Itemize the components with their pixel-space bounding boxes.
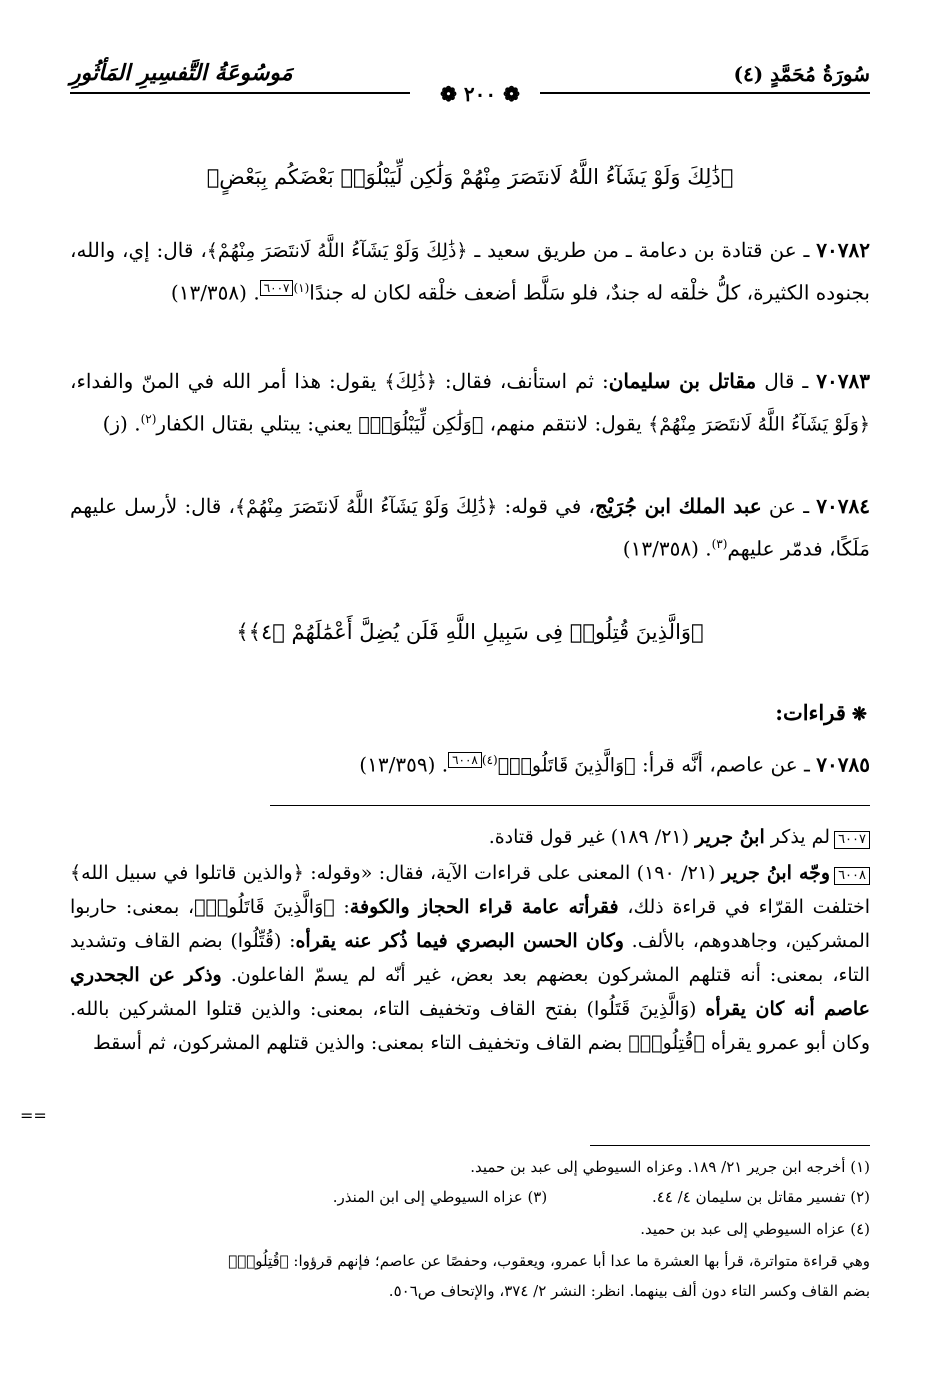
note-number-box: ٦٠٠٨ bbox=[834, 867, 870, 885]
flower-ornament-icon: ❋ bbox=[851, 704, 867, 725]
narration-text: ـ عن عاصم، أنَّه قرأ: bbox=[635, 752, 817, 777]
footnote-marker[interactable]: (٢) bbox=[140, 412, 157, 426]
note-ref-box[interactable]: ٦٠٠٨ bbox=[448, 752, 482, 768]
book-title: مَوسُوعَةُ التَّفسِيرِ المَأثُورِ bbox=[70, 60, 293, 86]
footnote-4: (٤) عزاه السيوطي إلى عبد بن حميد. bbox=[640, 1220, 870, 1238]
page-number bbox=[420, 82, 540, 106]
note-bold-text: ابنُ جرير bbox=[695, 826, 765, 848]
note-text: (وَالَّذِينَ قَتَلُوا) بفتح القاف وتخفيف التاء، بمعنى: والذين قتلوا المشركين بالله. وكان أبو عمرو يقرأه ﴿قُتِلُوا۟﴾ بضم القاف وتخفيف التاء بمعنى: والذين قتلهم المشركون، ثم أسقط bbox=[70, 998, 870, 1054]
narration-70784 bbox=[70, 488, 870, 568]
note-text: لم يذكر bbox=[764, 826, 831, 848]
continuation-mark: == bbox=[20, 1106, 47, 1125]
narration-text: ـ قال bbox=[756, 369, 817, 393]
narration-text: ، في قوله: bbox=[497, 494, 595, 518]
header-rule-left bbox=[70, 92, 410, 94]
narration-number: ٧٠٧٨٥ bbox=[816, 752, 870, 777]
quran-verse-2: ﴿وَالَّذِينَ قُتِلُوا۟ فِى سَبِيلِ اللَّهِ فَلَن يُضِلَّ أَعْمَٰلَهُمْ ﴿٤﴾﴾ bbox=[236, 620, 704, 644]
section-heading bbox=[775, 700, 867, 725]
ornament-icon: ❁ bbox=[440, 82, 457, 106]
footnote-2: (٢) تفسير مقاتل بن سليمان ٤/ ٤٤. bbox=[652, 1188, 870, 1206]
narration-number: ٧٠٧٨٢ bbox=[816, 238, 870, 262]
quran-verse-1: ﴿ذَٰلِكَ وَلَوْ يَشَآءُ اللَّهُ لَانتَصَرَ مِنْهُمْ وَلَٰكِن لِّيَبْلُوَا۟ بَعْضَكُم بِبَعْضٍ﴾ bbox=[206, 165, 734, 189]
page-header bbox=[70, 56, 870, 106]
narration-text: ، قال: إي، والله، بجنوده الكثيرة، كلُّ خلْقه له جندٌ، فلو سَلَّط أضعف خلْقه لكان له جندًا bbox=[70, 238, 870, 305]
note-text: : ﴿وَالَّذِينَ قَاتَلُوا۟﴾، بمعنى: حاربوا المشركين، وجاهدوهم، بالألف. bbox=[70, 896, 871, 952]
narration-70782 bbox=[70, 232, 870, 312]
narration-text: ـ عن قتادة بن دعامة ـ من طريق سعيد ـ bbox=[467, 238, 817, 262]
source-reference: . (١٣/٣٥٨) bbox=[622, 536, 712, 561]
note-ref-box[interactable]: ٦٠٠٧ bbox=[260, 280, 294, 296]
narration-text: : ثم استأنف، فقال: bbox=[436, 369, 609, 393]
note-bold-text: وذكر عن الجحدري عاصم أنه كان يقرأه bbox=[70, 964, 871, 1020]
footnote-4-cont-1: وهي قراءة متواترة، قرأ بها العشرة ما عدا أبا عمرو، ويعقوب، وحفصًا عن عاصم؛ فإنهم قرؤوا: ﴿قُتِلُوا۟﴾ bbox=[228, 1252, 870, 1270]
ornament-icon: ❁ bbox=[503, 82, 520, 106]
note-number-box: ٦٠٠٧ bbox=[834, 831, 870, 849]
narration-text: يقول: هذا أمر الله في المنّ والفداء، bbox=[70, 369, 385, 393]
footnote-2-3 bbox=[70, 1186, 870, 1208]
narration-70783 bbox=[70, 363, 870, 444]
narration-text: ـ عن bbox=[761, 494, 817, 518]
verse-quote: ﴿وَلَوْ يَشَآءُ اللَّهُ لَانتَصَرَ مِنْهُمْ﴾ bbox=[648, 413, 870, 436]
narration-text: يقول: لانتقم منهم، bbox=[483, 411, 649, 436]
verse-quote: ﴿ذَٰلِكَ وَلَوْ يَشَآءُ اللَّهُ لَانتَصَرَ مِنْهُمْ﴾ bbox=[206, 240, 468, 262]
narration-number: ٧٠٧٨٤ bbox=[816, 494, 870, 518]
footnotes-divider bbox=[590, 1145, 870, 1146]
footnote-3: (٣) عزاه السيوطي إلى ابن المنذر. bbox=[332, 1188, 548, 1206]
surah-title: سُورَةُ مُحَمَّدٍ (٤) bbox=[733, 62, 870, 86]
commentary-note-6007 bbox=[70, 820, 870, 854]
source-reference: . (١٣/٣٥٩) bbox=[359, 752, 449, 777]
source-reference: . (ز) bbox=[102, 411, 141, 436]
verse-quote: ﴿ذَٰلِكَ وَلَوْ يَشَآءُ اللَّهُ لَانتَصَرَ مِنْهُمْ﴾ bbox=[235, 496, 498, 518]
narration-text: يعني: يبتلي بقتال الكفار bbox=[156, 411, 359, 436]
source-reference: . (١٣/٣٥٨) bbox=[170, 280, 260, 305]
footnote-marker[interactable]: (١) bbox=[293, 281, 310, 295]
footnote-marker[interactable]: (٣) bbox=[711, 537, 728, 551]
commentary-note-6008 bbox=[70, 856, 870, 1060]
verse-quote: ﴿وَلَٰكِن لِّيَبْلُوَا۟﴾ bbox=[358, 413, 484, 436]
note-text: (٢١/ ١٨٩) غير قول قتادة. bbox=[488, 826, 696, 848]
narrator-name: عبد الملك ابن جُرَيْج bbox=[594, 494, 762, 518]
page-number-text: ٢٠٠ bbox=[463, 82, 497, 106]
verse-quote: ﴿وَالَّذِينَ قَاتَلُوا۟﴾ bbox=[497, 754, 636, 777]
section-heading-text: قراءات: bbox=[775, 700, 846, 725]
narrator-name: مقاتل بن سليمان bbox=[608, 369, 757, 393]
header-rule-right bbox=[540, 92, 870, 94]
narration-70785 bbox=[70, 742, 870, 785]
footnote-4-cont-2: بضم القاف وكسر التاء دون ألف بينهما. انظر: النشر ٢/ ٣٧٤، والإتحاف ص٥٠٦. bbox=[388, 1282, 870, 1300]
note-text: (٢١/ ١٩٠) المعنى على قراءات الآية، فقال: «وقوله: ﴿والذين قاتلوا في سبيل الله﴾ اختلفت القرّاء في قراءة ذلك، bbox=[70, 862, 870, 918]
verse-quote: ﴿ذَٰلِكَ﴾ bbox=[384, 371, 437, 393]
footnote-marker[interactable]: (٤) bbox=[481, 753, 498, 767]
notes-divider bbox=[270, 805, 870, 806]
note-text: : (قُتِّلُوا) بضم القاف وتشديد التاء، بمعنى: أنه قتلهم المشركون بعضهم بعد بعض، غير أنّه لم يسمّ الفاعلون. bbox=[70, 930, 870, 986]
note-bold-text: وكان الحسن البصري فيما ذُكر عنه يقرأه bbox=[295, 930, 624, 952]
note-bold-text: فقرأته عامة قراء الحجاز والكوفة bbox=[349, 896, 619, 918]
narration-text: ، قال: لأرسل عليهم مَلَكًا، فدمّر عليهم bbox=[70, 494, 870, 561]
footnote-1: (١) أخرجه ابن جرير ٢١/ ١٨٩. وعزاه السيوطي إلى عبد بن حميد. bbox=[470, 1158, 870, 1176]
note-bold-text: وجّه ابنُ جرير bbox=[721, 862, 831, 884]
narration-number: ٧٠٧٨٣ bbox=[816, 369, 870, 393]
